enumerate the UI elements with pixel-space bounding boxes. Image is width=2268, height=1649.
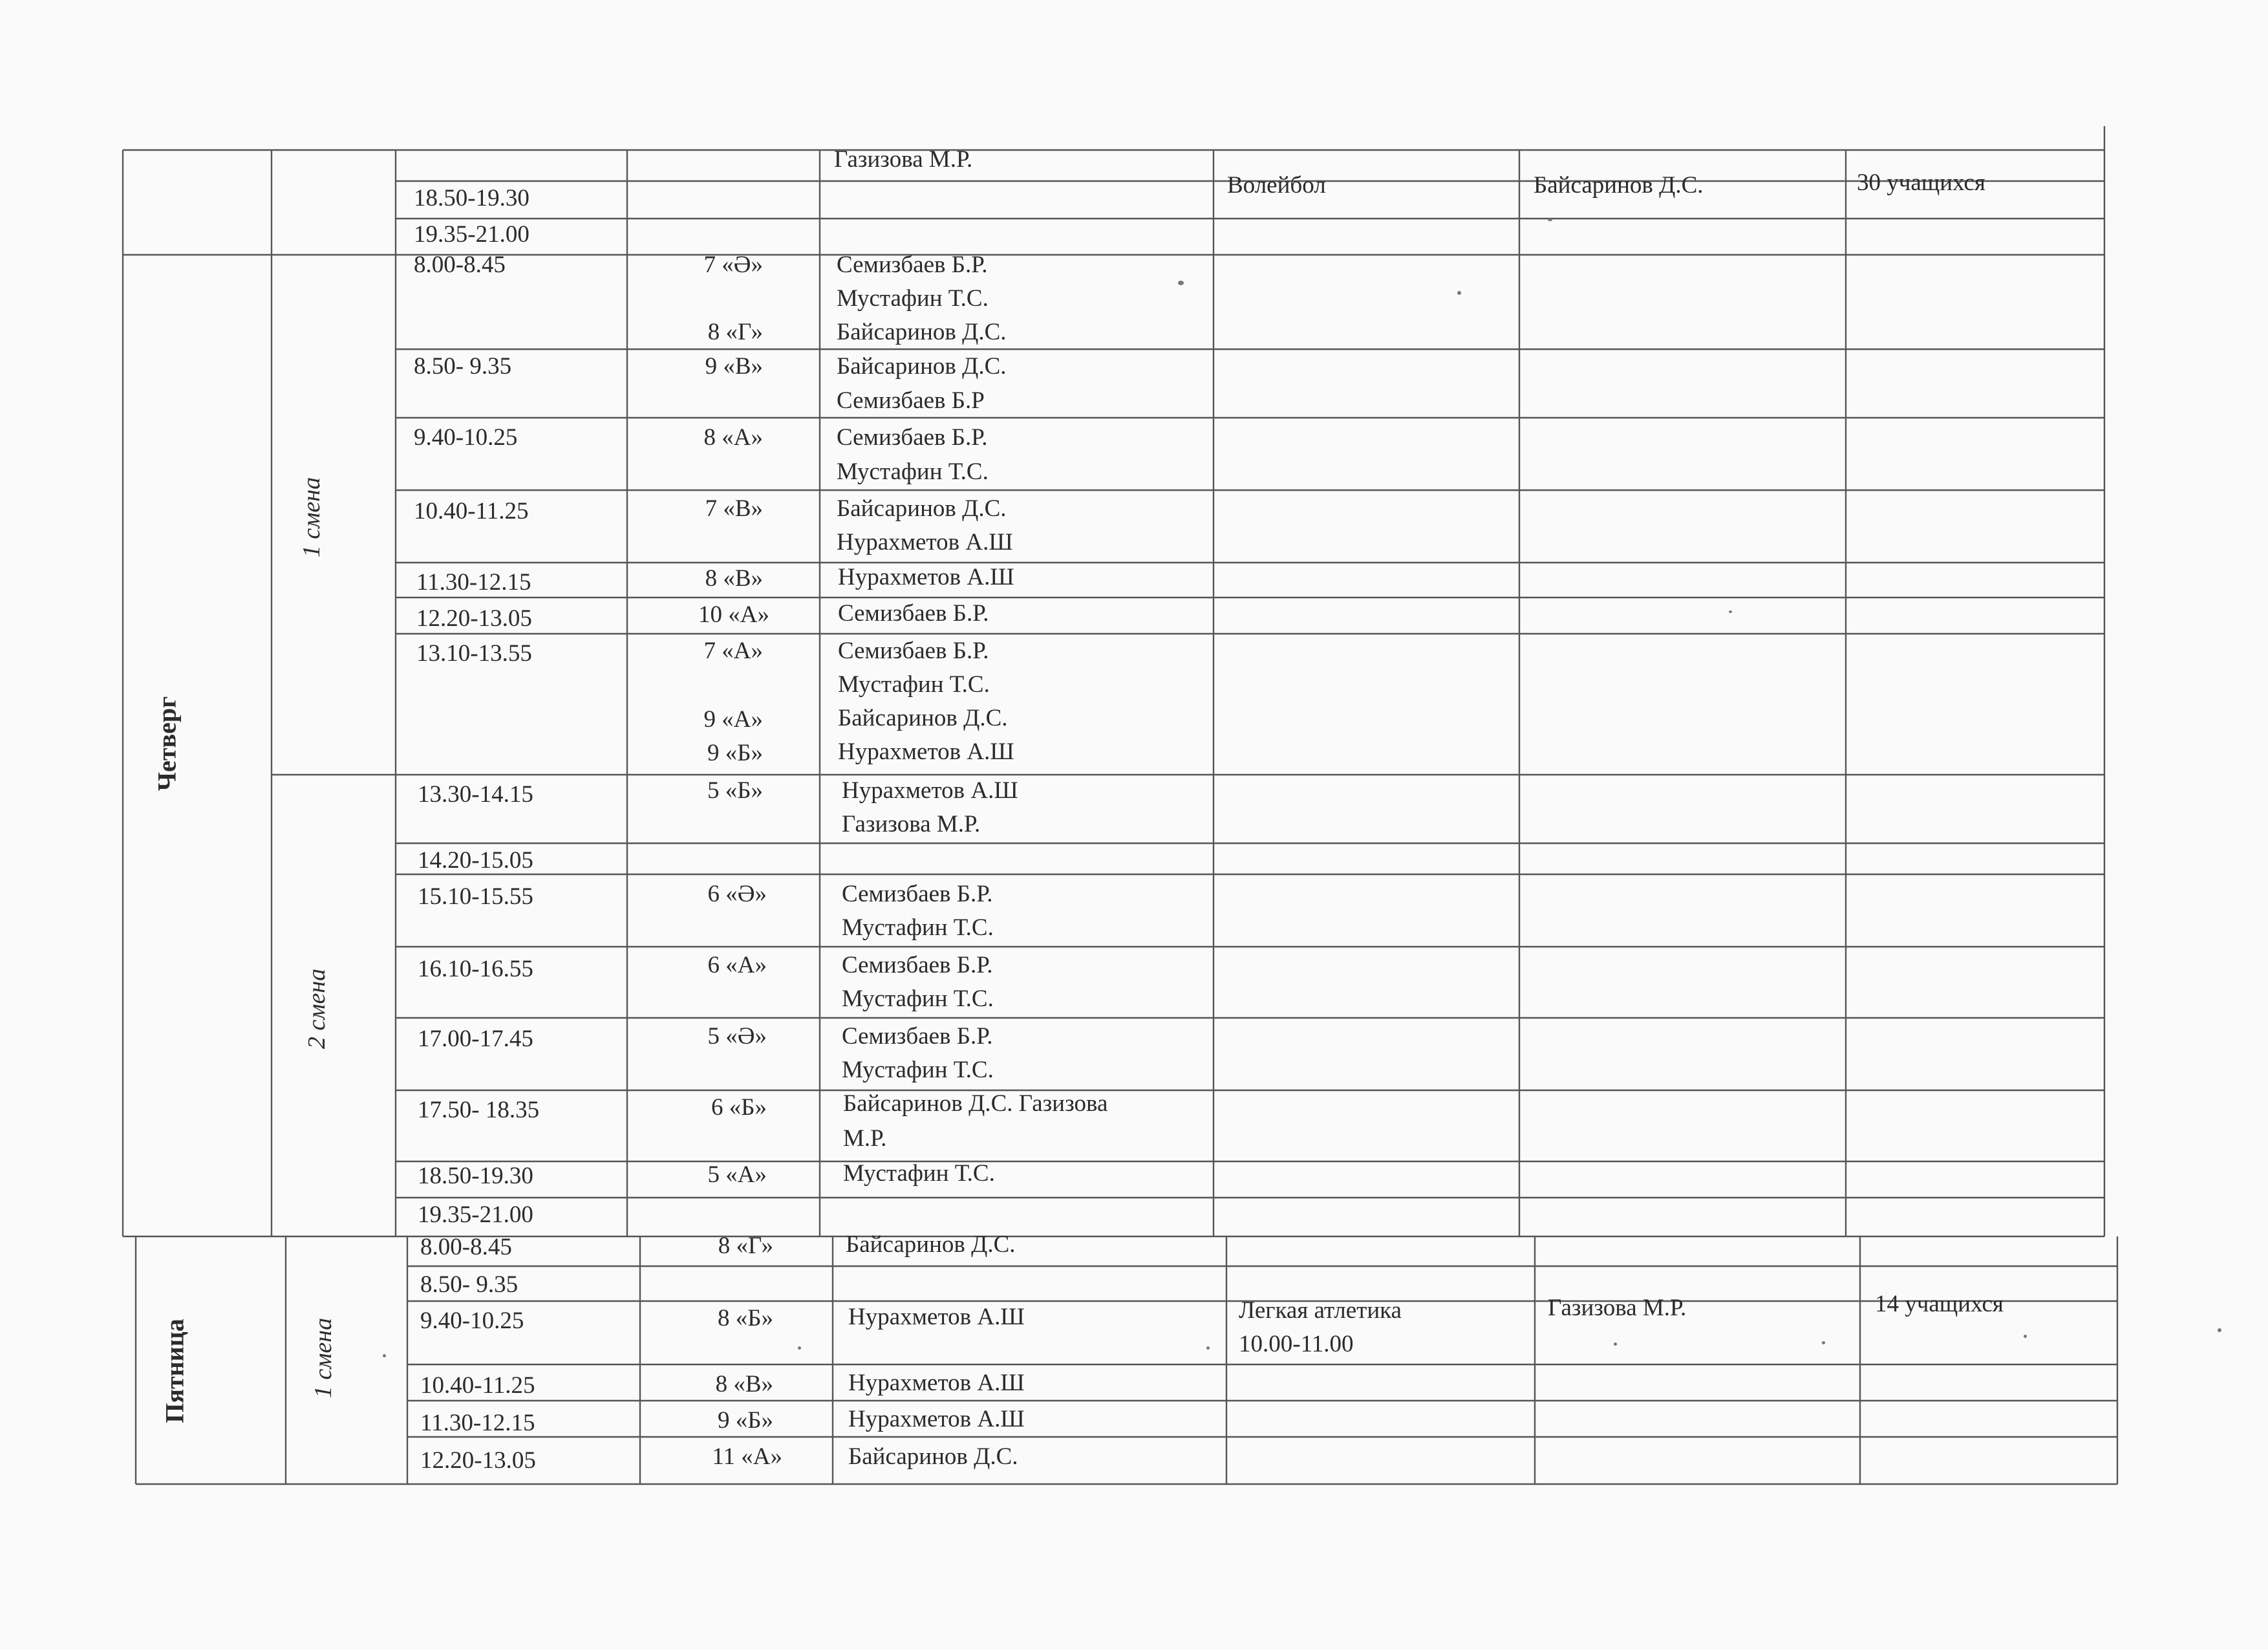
class-name: 8 «В» (715, 1371, 773, 1397)
teacher-name: Мустафин Т.С. (842, 914, 994, 941)
scan-speck (1548, 219, 1552, 221)
scan-speck (1614, 1342, 1617, 1346)
section-leader: Байсаринов Д.С. (1534, 172, 1704, 199)
shift-label: 1 смена (298, 477, 325, 558)
teacher-name: Байсаринов Д.С. (848, 1443, 1018, 1470)
teacher-name: Семизбаев Б.Р (837, 387, 985, 414)
scan-speck (2218, 1328, 2221, 1332)
teacher-name: Семизбаев Б.Р. (842, 952, 993, 978)
teacher-name: Мустафин Т.С. (837, 458, 989, 485)
class-name: 11 «А» (712, 1443, 782, 1470)
section-leader: Газизова М.Р. (1548, 1295, 1687, 1321)
teacher-name: Семизбаев Б.Р. (838, 600, 989, 627)
time-slot: 12.20-13.05 (420, 1447, 536, 1474)
time-slot: 8.50- 9.35 (420, 1271, 519, 1298)
time-slot: 17.50- 18.35 (418, 1097, 540, 1123)
teacher-name: Газизова М.Р. (842, 811, 981, 837)
teacher-name: Байсаринов Д.С. (837, 319, 1007, 345)
fragment-teacher: Газизова М.Р. (834, 146, 973, 173)
day-label-thursday: Четверг (152, 696, 182, 792)
teacher-name: Мустафин Т.С. (842, 1057, 994, 1083)
time-slot: 13.30-14.15 (418, 781, 533, 808)
class-name: 8 «Г» (718, 1233, 773, 1259)
class-name: 9 «Б» (718, 1407, 773, 1434)
time-slot: 18.50-19.30 (418, 1163, 533, 1189)
class-name: 7 «Ә» (703, 252, 763, 278)
time-slot: 14.20-15.05 (418, 847, 533, 874)
teacher-name: Байсаринов Д.С. Газизова (843, 1090, 1108, 1117)
time-slot: 11.30-12.15 (416, 569, 531, 596)
teacher-name: Семизбаев Б.Р. (842, 881, 993, 907)
teacher-name: Семизбаев Б.Р. (842, 1023, 993, 1050)
section-time: 10.00-11.00 (1239, 1331, 1354, 1357)
time-slot: 18.50-19.30 (414, 185, 530, 211)
teacher-name: Байсаринов Д.С. (837, 495, 1007, 522)
shift-label: 2 смена (303, 968, 330, 1050)
class-name: 8 «Б» (718, 1305, 773, 1331)
teacher-name: Нурахметов А.Ш (848, 1304, 1025, 1330)
scan-speck (383, 1354, 386, 1357)
scan-speck (1822, 1341, 1825, 1344)
teacher-name: Нурахметов А.Ш (838, 564, 1014, 590)
class-name: 6 «Б» (711, 1094, 767, 1121)
time-slot: 11.30-12.15 (420, 1410, 535, 1436)
student-count: 14 учащихся (1875, 1291, 2004, 1317)
class-name: 9 «А» (703, 706, 763, 733)
class-name: 8 «А» (703, 424, 763, 451)
time-slot: 8.50- 9.35 (414, 353, 512, 380)
time-slot: 15.10-15.55 (418, 883, 533, 910)
time-slot: 12.20-13.05 (416, 605, 532, 632)
class-name: 5 «А» (707, 1161, 767, 1188)
time-slot: 9.40-10.25 (414, 424, 518, 451)
teacher-name: Нурахметов А.Ш (848, 1370, 1025, 1396)
class-name: 7 «В» (705, 495, 763, 522)
class-name: 5 «Б» (707, 777, 763, 804)
shift-label: 1 смена (310, 1317, 337, 1399)
teacher-name: Мустафин Т.С. (838, 671, 990, 698)
teacher-name: Байсаринов Д.С. (846, 1231, 1016, 1258)
class-name: 8 «В» (705, 565, 763, 592)
time-slot: 19.35-21.00 (414, 221, 530, 248)
class-name: 6 «А» (707, 952, 767, 978)
time-slot: 8.00-8.45 (420, 1234, 512, 1260)
teacher-name: Байсаринов Д.С. (837, 353, 1007, 380)
scan-speck (798, 1346, 801, 1350)
time-slot: 17.00-17.45 (418, 1026, 533, 1052)
teacher-name: Нурахметов А.Ш (837, 529, 1013, 555)
class-name: 6 «Ә» (707, 881, 767, 907)
section-name: Волейбол (1227, 172, 1326, 199)
teacher-name: Нурахметов А.Ш (838, 738, 1014, 765)
teacher-name: Мустафин Т.С. (843, 1160, 995, 1187)
class-name: 7 «А» (703, 638, 763, 664)
time-slot: 10.40-11.25 (420, 1372, 535, 1399)
teacher-name: Нурахметов А.Ш (842, 777, 1018, 804)
scan-speck (1206, 1346, 1210, 1350)
time-slot: 8.00-8.45 (414, 252, 506, 278)
teacher-name: Семизбаев Б.Р. (838, 638, 989, 664)
scan-speck (2024, 1335, 2027, 1338)
teacher-name: Байсаринов Д.С. (838, 705, 1008, 731)
time-slot: 16.10-16.55 (418, 956, 533, 982)
class-name: 5 «Ә» (707, 1023, 767, 1050)
time-slot: 9.40-10.25 (420, 1308, 524, 1334)
scan-speck (1457, 291, 1461, 295)
teacher-name: Семизбаев Б.Р. (837, 424, 988, 451)
time-slot: 13.10-13.55 (416, 640, 532, 667)
class-name: 9 «В» (705, 353, 763, 380)
teacher-name: Семизбаев Б.Р. (837, 252, 988, 278)
time-slot: 10.40-11.25 (414, 498, 529, 524)
student-count: 30 учащихся (1857, 169, 1985, 196)
scan-speck (1729, 610, 1732, 613)
class-name: 9 «Б» (707, 740, 763, 766)
day-label-friday: Пятница (160, 1319, 189, 1423)
teacher-name: М.Р. (843, 1125, 887, 1152)
teacher-name: Нурахметов А.Ш (848, 1406, 1025, 1432)
teacher-name: Мустафин Т.С. (842, 986, 994, 1012)
class-name: 10 «А» (698, 601, 769, 628)
scan-speck (1178, 281, 1184, 285)
teacher-name: Мустафин Т.С. (837, 285, 989, 312)
time-slot: 19.35-21.00 (418, 1202, 533, 1228)
class-name: 8 «Г» (707, 319, 763, 345)
section-name: Легкая атлетика (1239, 1297, 1402, 1324)
